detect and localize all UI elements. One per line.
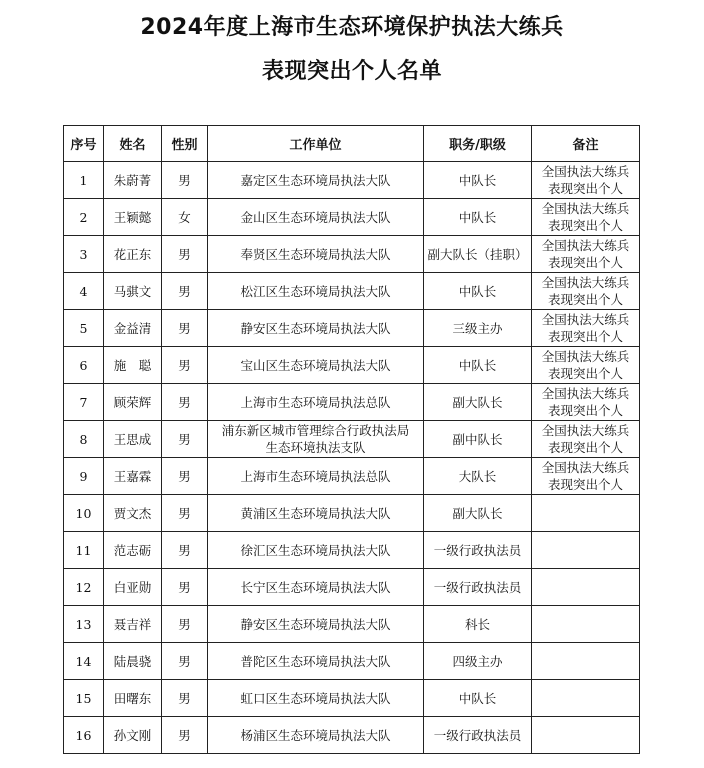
cell-seq: 10 — [64, 495, 104, 532]
cell-position: 三级主办 — [424, 310, 532, 347]
cell-note-line-1: 全国执法大练兵 — [541, 423, 630, 438]
cell-unit-line-1: 宝山区生态环境局执法大队 — [240, 357, 391, 373]
cell-name: 花正东 — [104, 236, 162, 273]
cell-note — [532, 680, 640, 717]
cell-position: 中队长 — [424, 680, 532, 717]
header-name: 姓名 — [104, 126, 162, 162]
cell-note-line-2: 表现突出个人 — [547, 440, 623, 455]
cell-note-line-2: 表现突出个人 — [547, 292, 623, 307]
cell-unit — [208, 495, 424, 532]
cell-seq: 12 — [64, 569, 104, 606]
cell-gender: 男 — [162, 643, 208, 680]
cell-note — [532, 717, 640, 754]
cell-note — [532, 384, 640, 421]
cell-name: 白亚勋 — [104, 569, 162, 606]
cell-gender: 男 — [162, 717, 208, 754]
cell-unit — [208, 384, 424, 421]
cell-seq: 3 — [64, 236, 104, 273]
cell-position: 一级行政执法员 — [424, 717, 532, 754]
cell-position: 一级行政执法员 — [424, 532, 532, 569]
table-row — [64, 347, 640, 384]
header-note: 备注 — [532, 126, 640, 162]
table-row — [64, 606, 640, 643]
cell-name: 孙文刚 — [104, 717, 162, 754]
cell-note — [532, 495, 640, 532]
cell-note-line-2: 表现突出个人 — [547, 181, 623, 196]
cell-seq: 14 — [64, 643, 104, 680]
cell-unit — [208, 606, 424, 643]
cell-position: 副大队长 — [424, 495, 532, 532]
cell-gender: 男 — [162, 606, 208, 643]
cell-unit — [208, 717, 424, 754]
cell-note-line-1: 全国执法大练兵 — [541, 275, 630, 290]
cell-note — [532, 162, 640, 199]
cell-note-line-1: 全国执法大练兵 — [541, 164, 630, 179]
cell-gender: 男 — [162, 273, 208, 310]
cell-note — [532, 236, 640, 273]
cell-seq: 5 — [64, 310, 104, 347]
cell-unit-line-1: 奉贤区生态环境局执法大队 — [240, 246, 391, 262]
cell-unit — [208, 643, 424, 680]
cell-note — [532, 458, 640, 495]
cell-seq: 1 — [64, 162, 104, 199]
table-row — [64, 495, 640, 532]
cell-unit-line-1: 静安区生态环境局执法大队 — [240, 616, 391, 632]
table-row — [64, 569, 640, 606]
cell-seq: 15 — [64, 680, 104, 717]
cell-seq: 9 — [64, 458, 104, 495]
roster-table — [63, 125, 640, 754]
cell-note — [532, 310, 640, 347]
cell-seq: 2 — [64, 199, 104, 236]
cell-note-line-1: 全国执法大练兵 — [541, 312, 630, 327]
cell-gender: 男 — [162, 236, 208, 273]
cell-note — [532, 273, 640, 310]
cell-gender: 男 — [162, 680, 208, 717]
cell-gender: 男 — [162, 384, 208, 421]
table-row — [64, 199, 640, 236]
document-title-line-1: 2024年度上海市生态环境保护执法大练兵 — [140, 15, 564, 40]
cell-seq: 4 — [64, 273, 104, 310]
table-header-row — [64, 126, 640, 162]
cell-seq: 11 — [64, 532, 104, 569]
cell-seq: 13 — [64, 606, 104, 643]
cell-note-line-1: 全国执法大练兵 — [541, 349, 630, 364]
cell-unit — [208, 532, 424, 569]
document-title-line-2: 表现突出个人名单 — [261, 59, 442, 84]
cell-name: 陆晨骁 — [104, 643, 162, 680]
table-row — [64, 680, 640, 717]
cell-position: 科长 — [424, 606, 532, 643]
cell-note — [532, 347, 640, 384]
cell-gender: 男 — [162, 310, 208, 347]
cell-note-line-1: 全国执法大练兵 — [541, 386, 630, 401]
header-gender: 性别 — [162, 126, 208, 162]
cell-name: 朱蔚菁 — [104, 162, 162, 199]
cell-gender: 男 — [162, 162, 208, 199]
cell-position: 副中队长 — [424, 421, 532, 458]
cell-unit-line-1: 静安区生态环境局执法大队 — [240, 320, 391, 336]
cell-unit-line-1: 上海市生态环境局执法总队 — [240, 468, 391, 484]
cell-position: 中队长 — [424, 273, 532, 310]
cell-position: 大队长 — [424, 458, 532, 495]
cell-seq: 6 — [64, 347, 104, 384]
cell-gender: 男 — [162, 495, 208, 532]
cell-note-line-2: 表现突出个人 — [547, 218, 623, 233]
cell-gender: 女 — [162, 199, 208, 236]
table-body — [64, 162, 640, 754]
cell-name: 范志砺 — [104, 532, 162, 569]
cell-name: 聂吉祥 — [104, 606, 162, 643]
cell-unit-line-1: 徐汇区生态环境局执法大队 — [240, 542, 391, 558]
cell-unit-line-1: 松江区生态环境局执法大队 — [240, 283, 391, 299]
cell-name: 马骐文 — [104, 273, 162, 310]
cell-position: 四级主办 — [424, 643, 532, 680]
cell-name: 顾荣辉 — [104, 384, 162, 421]
cell-unit — [208, 236, 424, 273]
cell-note-line-1: 全国执法大练兵 — [541, 238, 630, 253]
cell-note — [532, 606, 640, 643]
cell-note — [532, 421, 640, 458]
cell-note-line-2: 表现突出个人 — [547, 255, 623, 270]
header-position: 职务/职级 — [424, 126, 532, 162]
cell-unit-line-1: 嘉定区生态环境局执法大队 — [240, 172, 391, 188]
cell-note-line-1: 全国执法大练兵 — [541, 201, 630, 216]
cell-position: 副大队长 — [424, 384, 532, 421]
cell-seq: 16 — [64, 717, 104, 754]
cell-unit — [208, 458, 424, 495]
cell-note-line-2: 表现突出个人 — [547, 477, 623, 492]
cell-note — [532, 643, 640, 680]
cell-note-line-2: 表现突出个人 — [547, 329, 623, 344]
cell-name: 施 聪 — [104, 347, 162, 384]
cell-note — [532, 569, 640, 606]
cell-name: 金益清 — [104, 310, 162, 347]
cell-unit — [208, 199, 424, 236]
table-row — [64, 717, 640, 754]
cell-unit-line-1: 浦东新区城市管理综合行政执法局 — [221, 423, 410, 438]
table-row — [64, 421, 640, 458]
cell-note — [532, 199, 640, 236]
cell-unit — [208, 310, 424, 347]
cell-unit-line-1: 虹口区生态环境局执法大队 — [240, 690, 391, 706]
cell-name: 田曙东 — [104, 680, 162, 717]
table-row — [64, 643, 640, 680]
cell-unit-line-1: 黄浦区生态环境局执法大队 — [240, 505, 391, 521]
cell-position: 副大队长（挂职） — [424, 236, 532, 273]
header-seq: 序号 — [64, 126, 104, 162]
cell-gender: 男 — [162, 458, 208, 495]
cell-note-line-1: 全国执法大练兵 — [541, 460, 630, 475]
cell-unit-line-1: 长宁区生态环境局执法大队 — [240, 579, 391, 595]
cell-name: 王思成 — [104, 421, 162, 458]
table-row — [64, 458, 640, 495]
cell-name: 王颖懿 — [104, 199, 162, 236]
cell-position: 一级行政执法员 — [424, 569, 532, 606]
cell-note — [532, 532, 640, 569]
cell-position: 中队长 — [424, 199, 532, 236]
cell-gender: 男 — [162, 347, 208, 384]
cell-gender: 男 — [162, 421, 208, 458]
cell-gender: 男 — [162, 569, 208, 606]
table-row — [64, 162, 640, 199]
cell-name: 贾文杰 — [104, 495, 162, 532]
cell-name: 王嘉霖 — [104, 458, 162, 495]
cell-unit — [208, 421, 424, 458]
cell-unit-line-1: 杨浦区生态环境局执法大队 — [240, 727, 391, 743]
cell-unit — [208, 347, 424, 384]
cell-unit-line-2: 生态环境执法支队 — [265, 440, 366, 455]
cell-unit-line-1: 上海市生态环境局执法总队 — [240, 394, 391, 410]
table-row — [64, 532, 640, 569]
cell-unit-line-1: 金山区生态环境局执法大队 — [240, 209, 391, 225]
cell-note-line-2: 表现突出个人 — [547, 403, 623, 418]
cell-unit — [208, 273, 424, 310]
table-row — [64, 310, 640, 347]
cell-seq: 8 — [64, 421, 104, 458]
cell-seq: 7 — [64, 384, 104, 421]
table-row — [64, 384, 640, 421]
table-row — [64, 273, 640, 310]
cell-unit-line-1: 普陀区生态环境局执法大队 — [240, 653, 391, 669]
cell-unit — [208, 569, 424, 606]
header-unit: 工作单位 — [208, 126, 424, 162]
cell-note-line-2: 表现突出个人 — [547, 366, 623, 381]
cell-unit — [208, 162, 424, 199]
cell-gender: 男 — [162, 532, 208, 569]
cell-position: 中队长 — [424, 347, 532, 384]
cell-unit — [208, 680, 424, 717]
table-row — [64, 236, 640, 273]
cell-position: 中队长 — [424, 162, 532, 199]
